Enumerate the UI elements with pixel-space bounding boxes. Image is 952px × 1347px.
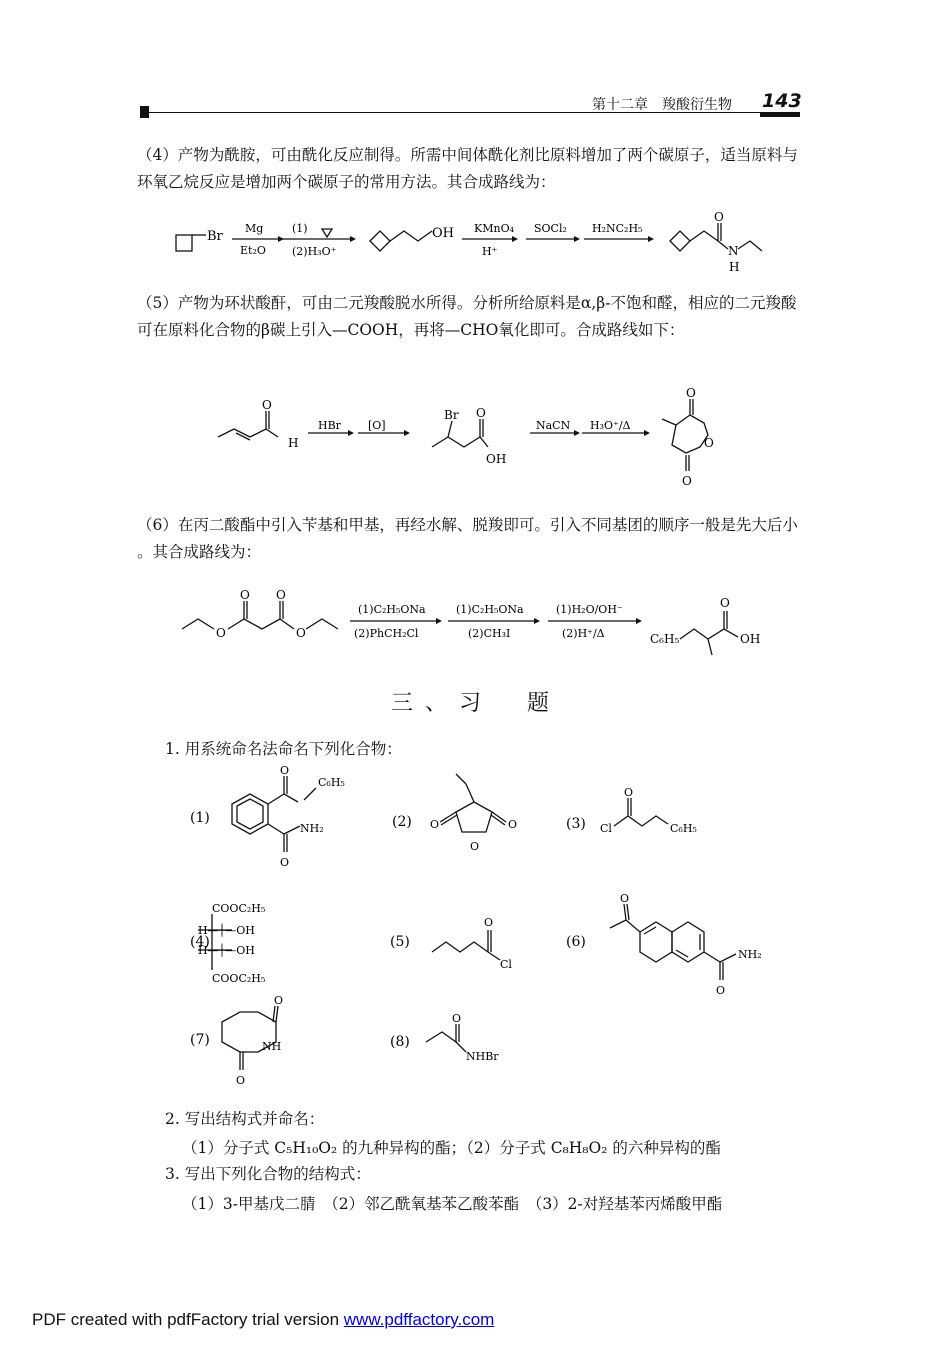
r4-carbonyl-o: O bbox=[714, 210, 724, 224]
q1-c6-o1: O bbox=[620, 892, 630, 905]
question-2-text: （1）分子式 C₅H₁₀O₂ 的九种异构的酯；（2）分子式 C₈H₈O₂ 的六种异构的酯 bbox=[182, 1139, 721, 1157]
question-1-structures bbox=[0, 760, 952, 1100]
r5-aldehyde-h: H bbox=[288, 436, 299, 450]
r4-mg: Mg bbox=[245, 222, 264, 235]
page-number: 143 bbox=[762, 90, 802, 112]
r6-step-b1: (1)C₂H₅ONa bbox=[456, 603, 524, 616]
q1-c2-o-ring: O bbox=[470, 840, 480, 853]
chapter-title: 第十二章 羧酸衍生物 bbox=[592, 97, 732, 113]
r4-amine: H₂NC₂H₅ bbox=[592, 222, 643, 235]
q1-c4-row2: H—┼—OH bbox=[198, 944, 255, 957]
question-3-text: （1）3-甲基戊二腈 （2）邻乙酰氧基苯乙酸苯酯 （3）2-对羟基苯丙烯酸甲酯 bbox=[182, 1195, 723, 1213]
r4-epoxide-step1: (1) bbox=[292, 222, 308, 235]
q1-label-1: (1) bbox=[190, 810, 210, 826]
paragraph-5: （5）产物为环状酸酐，可由二元羧酸脱水所得。分析所给原料是α,β-不饱和醛，相应的二元羧酸可在原料化合物的β碳上引入—COOH，再将—CHO氧化即可。合成路线如下： bbox=[137, 294, 797, 339]
question-1-title: 1. 用系统命名法命名下列化合物： bbox=[165, 740, 402, 758]
q1-c3-o: O bbox=[624, 786, 634, 799]
r5-br: Br bbox=[444, 408, 459, 422]
r5-anhydride-o-top: O bbox=[686, 386, 696, 400]
pdf-footer bbox=[32, 1310, 494, 1330]
r4-et2o: Et₂O bbox=[240, 244, 266, 257]
reaction-scheme-6 bbox=[0, 585, 952, 665]
r4-amide-h: H bbox=[729, 260, 740, 274]
r4-h-plus: H⁺ bbox=[482, 245, 498, 258]
r6-step-b2: (2)CH₃I bbox=[468, 627, 511, 640]
r5-acid-oh: OH bbox=[486, 452, 507, 466]
r5-oxidation: [O] bbox=[368, 419, 386, 432]
q1-c1-nh2: NH₂ bbox=[300, 822, 324, 835]
r6-o2: O bbox=[276, 588, 286, 602]
q1-label-6: (6) bbox=[566, 934, 586, 950]
q1-c1-o2: O bbox=[280, 856, 290, 869]
r4-oh: OH bbox=[432, 226, 454, 241]
q1-label-2: (2) bbox=[392, 814, 412, 830]
r5-acid-o: O bbox=[476, 406, 486, 420]
q1-c4-bottom: COOC₂H₅ bbox=[212, 972, 266, 985]
r6-step-a2: (2)PhCH₂Cl bbox=[354, 627, 419, 640]
q1-c6-o2: O bbox=[716, 984, 726, 997]
reaction-scheme-5 bbox=[0, 385, 952, 497]
paragraph-6: （6）在丙二酸酯中引入苄基和甲基，再经水解、脱羧即可。引入不同基团的顺序一般是先大后小 。其合成路线为： bbox=[137, 516, 798, 561]
q1-label-4: (4) bbox=[190, 934, 210, 950]
r5-h3o: H₃O⁺/Δ bbox=[590, 419, 631, 432]
footer-link[interactable]: www.pdffactory.com bbox=[343, 1310, 495, 1329]
paragraph-4: （4）产物为酰胺，可由酰化反应制得。所需中间体酰化剂比原料增加了两个碳原子，适当原料与环氧乙烷反应是增加两个碳原子的常用方法。其合成路线为： bbox=[137, 146, 798, 191]
q1-c1-o1: O bbox=[280, 764, 290, 777]
q1-label-3: (3) bbox=[566, 816, 586, 832]
q1-c6-nh2: NH₂ bbox=[738, 948, 762, 961]
r4-amide-n: N bbox=[728, 244, 739, 258]
q1-c4-row1: H—┼—OH bbox=[198, 924, 255, 937]
r4-br: Br bbox=[207, 229, 223, 244]
r5-anhydride-o-bottom: O bbox=[682, 474, 692, 488]
r5-nacn: NaCN bbox=[536, 419, 571, 432]
q1-c7-o2: O bbox=[236, 1074, 246, 1087]
footer-prefix: PDF created with pdfFactory trial version bbox=[32, 1310, 344, 1329]
q1-c1-c6h5: C₆H₅ bbox=[318, 776, 345, 789]
r6-acid-o: O bbox=[720, 596, 730, 610]
reaction-scheme-4 bbox=[0, 205, 952, 285]
r5-hbr: HBr bbox=[318, 419, 341, 432]
section-title: 三、习 题 bbox=[390, 691, 561, 716]
r6-c6h5: C₆H₅ bbox=[650, 632, 680, 646]
q1-c2-o-right: O bbox=[508, 818, 518, 831]
r4-socl2: SOCl₂ bbox=[534, 222, 567, 235]
r5-aldehyde-o: O bbox=[262, 398, 272, 412]
q1-c5-o: O bbox=[484, 916, 494, 929]
r5-anhydride-o-ring: O bbox=[704, 436, 714, 450]
r4-kmno4: KMnO₄ bbox=[474, 222, 514, 235]
q1-c4-top: COOC₂H₅ bbox=[212, 902, 266, 915]
r6-step-a1: (1)C₂H₅ONa bbox=[358, 603, 426, 616]
q1-c2-o-left: O bbox=[430, 818, 440, 831]
r6-step-c1: (1)H₂O/OH⁻ bbox=[556, 603, 623, 616]
question-2-title: 2. 写出结构式并命名： bbox=[165, 1110, 325, 1128]
page-number-bar bbox=[760, 112, 800, 117]
r6-o3: O bbox=[216, 626, 226, 640]
q1-label-7: (7) bbox=[190, 1032, 210, 1048]
q1-c8-o: O bbox=[452, 1012, 462, 1025]
q1-label-5: (5) bbox=[390, 934, 410, 950]
question-3-title: 3. 写出下列化合物的结构式： bbox=[165, 1165, 371, 1183]
r6-acid-oh: OH bbox=[740, 632, 761, 646]
q1-c7-nh: NH bbox=[262, 1040, 282, 1053]
r6-step-c2: (2)H⁺/Δ bbox=[562, 627, 605, 640]
q1-c8-nhbr: NHBr bbox=[466, 1050, 499, 1063]
r4-epoxide-step2: (2)H₃O⁺ bbox=[292, 245, 337, 258]
r6-o4: O bbox=[296, 626, 306, 640]
q1-c7-o1: O bbox=[274, 994, 284, 1007]
q1-c5-cl: Cl bbox=[500, 958, 512, 971]
r6-o1: O bbox=[240, 588, 250, 602]
q1-c3-cl: Cl bbox=[600, 822, 612, 835]
q1-c3-c6h5: C₆H₅ bbox=[670, 822, 697, 835]
q1-label-8: (8) bbox=[390, 1034, 410, 1050]
